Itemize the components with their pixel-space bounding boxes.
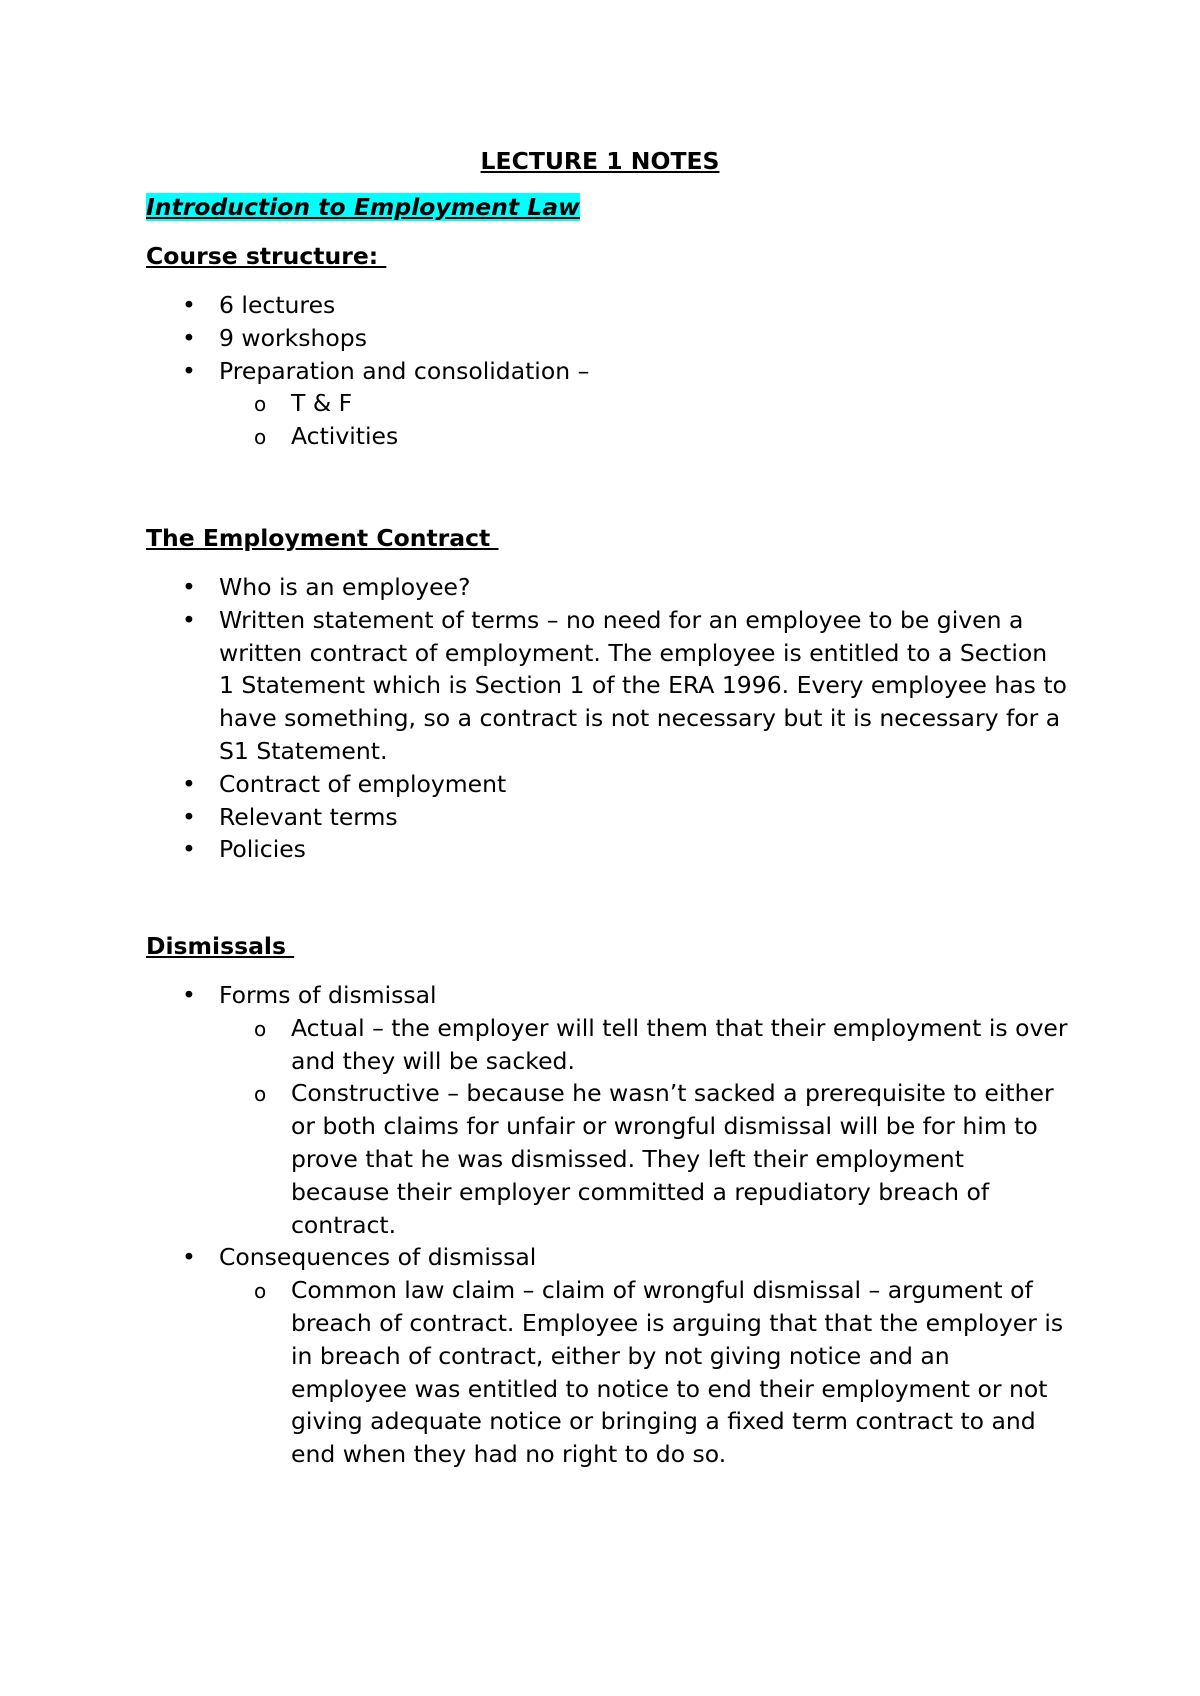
hollow-bullet-icon: o — [254, 1016, 267, 1041]
bullet-icon: • — [182, 323, 196, 352]
hollow-bullet-icon: o — [254, 1082, 267, 1107]
hollow-bullet-icon: o — [254, 392, 267, 417]
list-subitem — [0, 387, 1069, 420]
bullet-icon: • — [182, 356, 196, 385]
list-item — [0, 768, 1069, 801]
list-subitem — [0, 1274, 1069, 1471]
list-item-text: Forms of dismissal — [219, 981, 437, 1009]
subtitle-highlight: Introduction to Employment Law — [146, 193, 580, 221]
list-item-text: Policies — [219, 835, 306, 864]
list-item-text: Actual – the employer will tell them that their employment is over and they will be sacked. — [291, 1013, 1068, 1075]
list-item-text: T & F — [291, 389, 353, 418]
list-item — [0, 801, 1069, 834]
list-subitem — [0, 420, 1069, 453]
bullet-icon: • — [182, 981, 196, 1009]
course-structure-list — [0, 289, 1200, 453]
list-item — [0, 604, 1069, 768]
bullet-icon: • — [182, 573, 196, 601]
list-item-text: Who is an employee? — [219, 573, 471, 601]
list-item-text: Activities — [291, 422, 399, 451]
list-item — [0, 1241, 1069, 1274]
list-item — [0, 833, 1069, 866]
dismissals-list — [0, 979, 1200, 1471]
bullet-icon: • — [182, 291, 196, 319]
list-item — [0, 355, 1069, 388]
bullet-icon: • — [182, 769, 196, 798]
list-item-text: 6 lectures — [219, 291, 336, 319]
list-item-text: Contract of employment — [219, 769, 507, 798]
section-heading-dismissals: Dismissals — [146, 932, 295, 960]
bullet-icon: • — [182, 835, 196, 864]
list-subitem — [0, 1012, 1069, 1078]
list-item — [0, 571, 1069, 604]
list-item-text: 9 workshops — [219, 323, 367, 352]
hollow-bullet-icon: o — [254, 1279, 267, 1304]
bullet-icon: • — [182, 1243, 196, 1272]
list-item — [0, 979, 1069, 1012]
bullet-icon: • — [182, 802, 196, 831]
document-subtitle — [146, 191, 580, 223]
section-heading-employment-contract: The Employment Contract — [146, 524, 499, 552]
section-heading-course-structure: Course structure: — [146, 242, 387, 270]
bullet-icon: • — [182, 605, 196, 634]
hollow-bullet-icon: o — [254, 425, 267, 450]
list-item — [0, 322, 1069, 355]
list-item-text: Relevant terms — [219, 802, 398, 831]
list-item-text: Constructive – because he wasn’t sacked a prerequisite to either or both claims for unfair or wrongful dismissal will be for him to prove that he was dismissed. They left their employment because their employer committed a repudiatory breach of contract. — [291, 1079, 1054, 1239]
list-item — [0, 289, 1069, 322]
employment-contract-list — [0, 571, 1200, 866]
page-title: LECTURE 1 NOTES — [480, 147, 720, 175]
list-item-text: Common law claim – claim of wrongful dismissal – argument of breach of contract. Employee is arguing that that the employer is in breach of contract, either by not giving notice and an employee was entitled to notice to end their employment or not giving adequate notice or bringing a fixed term contract to and end when they had no right to do so. — [291, 1276, 1064, 1469]
list-item-text: Preparation and consolidation – — [219, 356, 590, 385]
list-item-text: Consequences of dismissal — [219, 1243, 537, 1272]
list-item-text: Written statement of terms – no need for an employee to be given a written contract of employment. The employee is entitled to a Section 1 Statement which is Section 1 of the ERA 1996. Every employee has to have something, so a contract is not necessary but it is necessary for a S1 Statement. — [219, 605, 1067, 765]
list-subitem — [0, 1077, 1069, 1241]
